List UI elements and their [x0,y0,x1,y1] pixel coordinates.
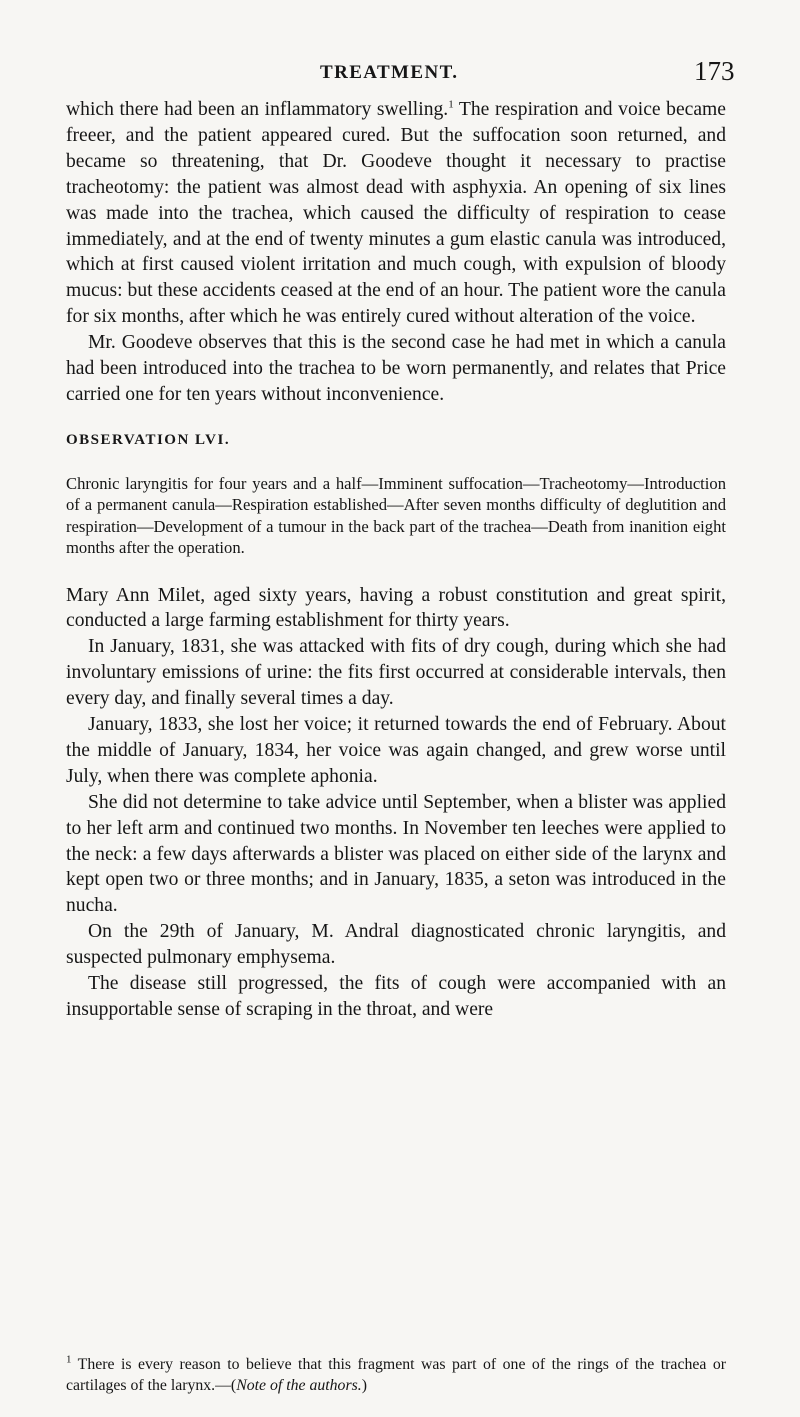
page-header [0,56,800,92]
paragraph-6: She did not determine to take advice until September, when a blister was applied to her left arm and continued two months. In November ten leeches were applied to the neck: a few days afterwards a blister was placed on either side of the larynx and kept open two or three months; and in January, 1835, a seton was introduced in the nucha. [66,791,726,917]
paragraph-4: In January, 1831, she was attacked with fits of dry cough, during which she had involuntary emissions of urine: the fits first occurred at considerable intervals, then every day, and finally several times a day. [66,636,726,710]
footnote-text: There is every reason to believe that this fragment was part of one of the rings of the trachea or cartilages of the larynx.—( [66,1356,726,1394]
footnote [66,1354,726,1396]
case-summary: Chronic laryngitis for four years and a half—Imminent suffocation—Tracheotomy—Introduction of a permanent canula—Respiration established—After seven months difficulty of deglutition and respiration—Development of a tumour in the back part of the trachea—Death from inanition eight months after the operation. [66,473,726,558]
paragraph-5: January, 1833, she lost her voice; it returned towards the end of February. About the middle of January, 1834, her voice was again changed, and grew worse until July, when there was complete aphonia. [66,714,726,787]
footnote-marker: 1 [66,1353,72,1366]
paragraph-2: Mr. Goodeve observes that this is the second case he had met in which a canula had been introduced into the trachea to be worn permanently, and relates that Price carried one for ten years without inconvenience. [66,332,726,405]
footnote-emphasis: Note of the authors. [236,1377,362,1394]
section-title: OBSERVATION LVI. [66,431,231,448]
paragraph-7: On the 29th of January, M. Andral diagnosticated chronic laryngitis, and suspected pulmonary emphysema. [66,921,726,969]
page-number: 173 [694,56,735,86]
running-head: TREATMENT. [320,62,459,83]
footnote-reference: 1 [448,98,454,111]
paragraph-1 [66,97,726,330]
paragraph-3: Mary Ann Milet, aged sixty years, having a robust constitution and great spirit, conducted a large farming establishment for thirty years. [66,584,726,632]
paragraph-8: The disease still progressed, the fits of cough were accompanied with an insupportable sense of scraping in the throat, and were [66,973,726,1020]
footnote-closing: ) [361,1377,367,1394]
paragraph-1-text-a: which there had been an inflammatory swelling. [66,99,449,120]
page-body [66,97,726,1023]
paragraph-1-text-b: The respiration and voice became freeer, and the patient appeared cured. But the suffocation soon returned, and became so threatening, that Dr. Goodeve thought it necessary to practise tracheotomy: the patient was almost dead with asphyxia. An opening of six lines was made into the trachea, which caused the difficulty of respiration to cease immediately, and at the end of twenty minutes a gum elastic canula was introduced, which at first caused violent irritation and much cough, with expulsion of bloody mucus: but these accidents ceased at the end of an hour. The patient wore the canula for six months, after which he was entirely cured without alteration of the voice. [66,99,726,328]
